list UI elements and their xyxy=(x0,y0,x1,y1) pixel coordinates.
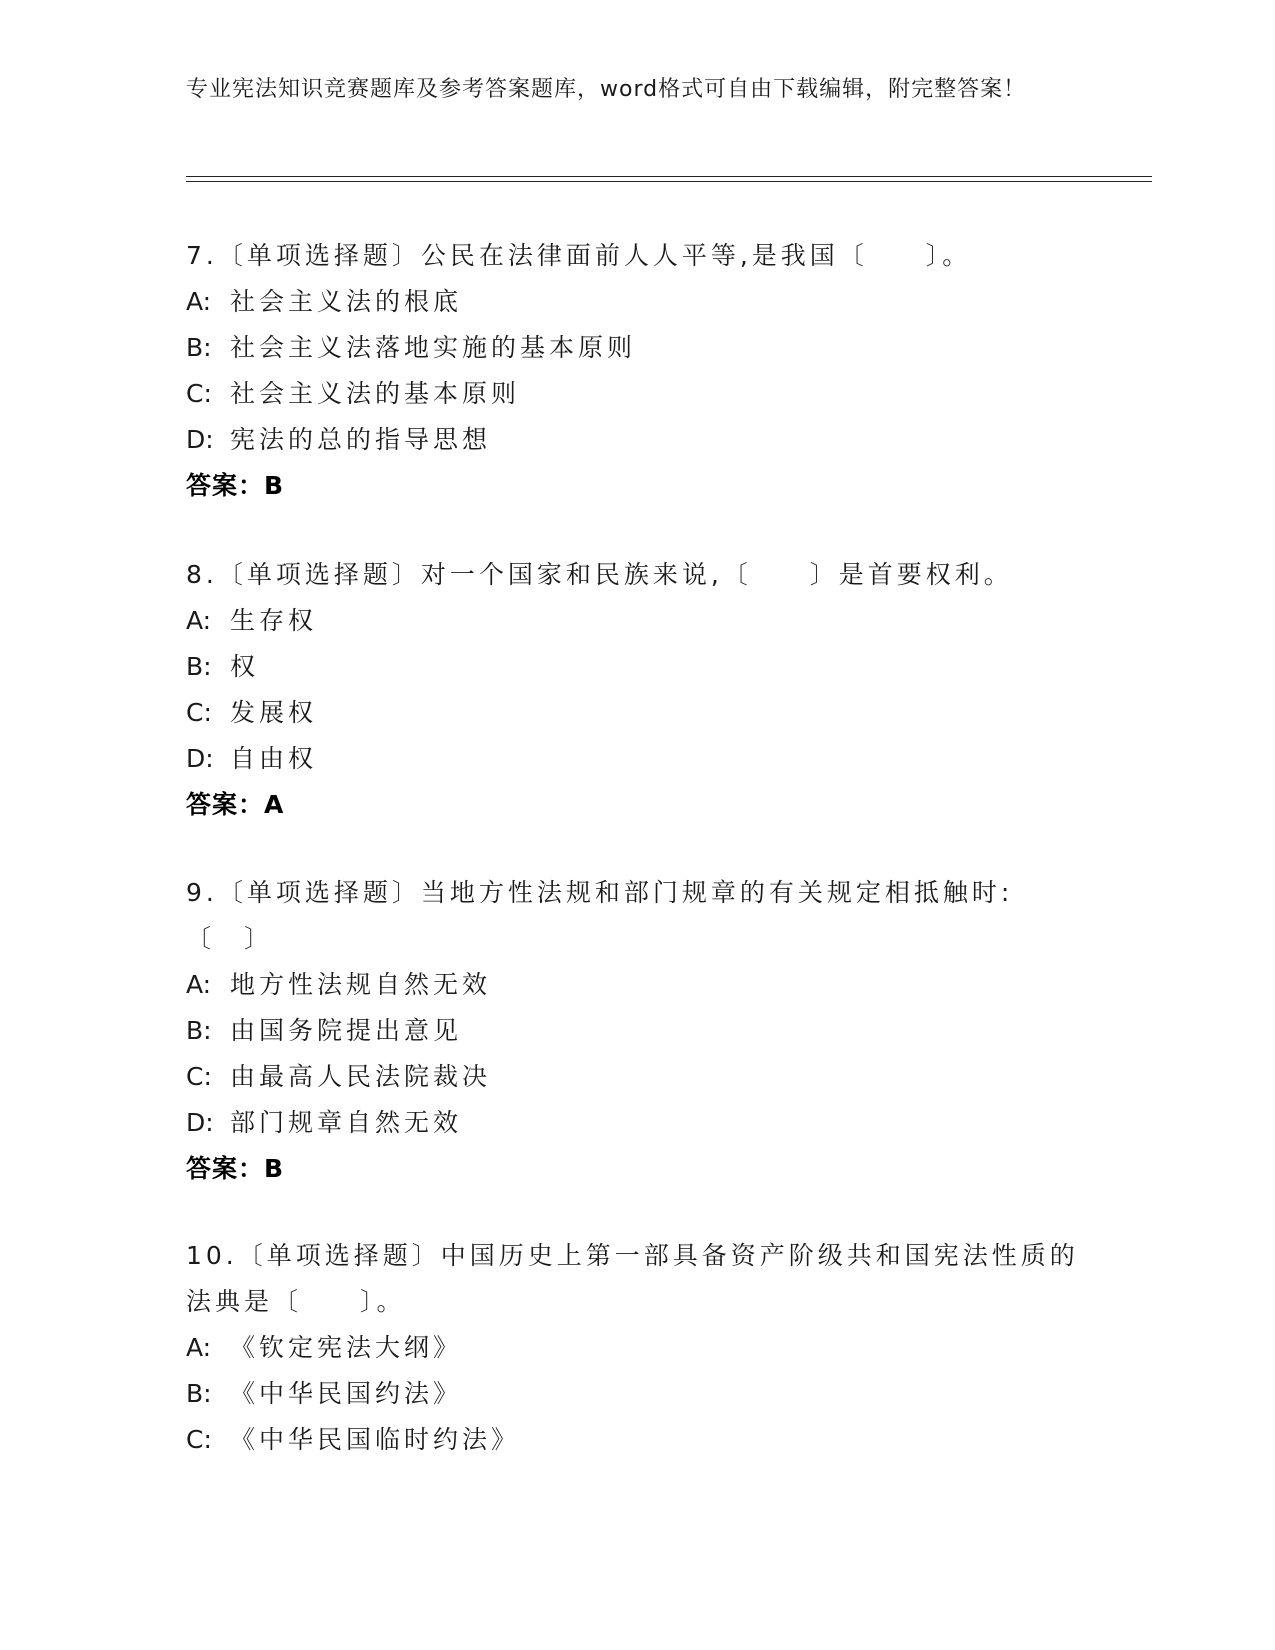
option-b: B: 权 xyxy=(186,652,260,681)
option-b: B: 《中华民国约法》 xyxy=(186,1379,463,1408)
header-divider-top xyxy=(186,176,1152,177)
question-stem: 9.〔单项选择题〕当地方性法规和部门规章的有关规定相抵触时:〔 〕 xyxy=(186,878,1014,953)
question-7 xyxy=(186,233,1086,509)
answer-line: 答案：B xyxy=(186,1154,285,1183)
question-stem: 8.〔单项选择题〕对一个国家和民族来说,〔 〕是首要权利。 xyxy=(186,560,1013,589)
option-c: C: 社会主义法的基本原则 xyxy=(186,379,521,408)
option-b: B: 由国务院提出意见 xyxy=(186,1016,463,1045)
option-d: D: 自由权 xyxy=(186,744,318,773)
document-header: 专业宪法知识竞赛题库及参考答案题库，word格式可自由下载编辑，附完整答案！ xyxy=(186,77,1027,102)
option-d: D: 部门规章自然无效 xyxy=(186,1108,463,1137)
question-8 xyxy=(186,552,1086,828)
question-stem: 10.〔单项选择题〕中国历史上第一部具备资产阶级共和国宪法性质的法典是〔 〕。 xyxy=(186,1241,1079,1316)
option-d: D: 宪法的总的指导思想 xyxy=(186,425,492,454)
question-9 xyxy=(186,870,1086,1192)
question-10 xyxy=(186,1233,1086,1463)
option-c: C: 发展权 xyxy=(186,698,318,727)
answer-line: 答案：A xyxy=(186,790,285,819)
option-b: B: 社会主义法落地实施的基本原则 xyxy=(186,333,637,362)
header-divider-bottom xyxy=(186,181,1152,182)
option-c: C: 《中华民国临时约法》 xyxy=(186,1425,521,1454)
option-c: C: 由最高人民法院裁决 xyxy=(186,1062,492,1091)
question-stem: 7.〔单项选择题〕公民在法律面前人人平等,是我国〔 〕。 xyxy=(186,241,972,270)
option-a: A: 社会主义法的根底 xyxy=(186,287,463,316)
answer-line: 答案：B xyxy=(186,471,285,500)
option-a: A: 地方性法规自然无效 xyxy=(186,970,492,999)
option-a: A: 《钦定宪法大纲》 xyxy=(186,1333,463,1362)
option-a: A: 生存权 xyxy=(186,606,318,635)
